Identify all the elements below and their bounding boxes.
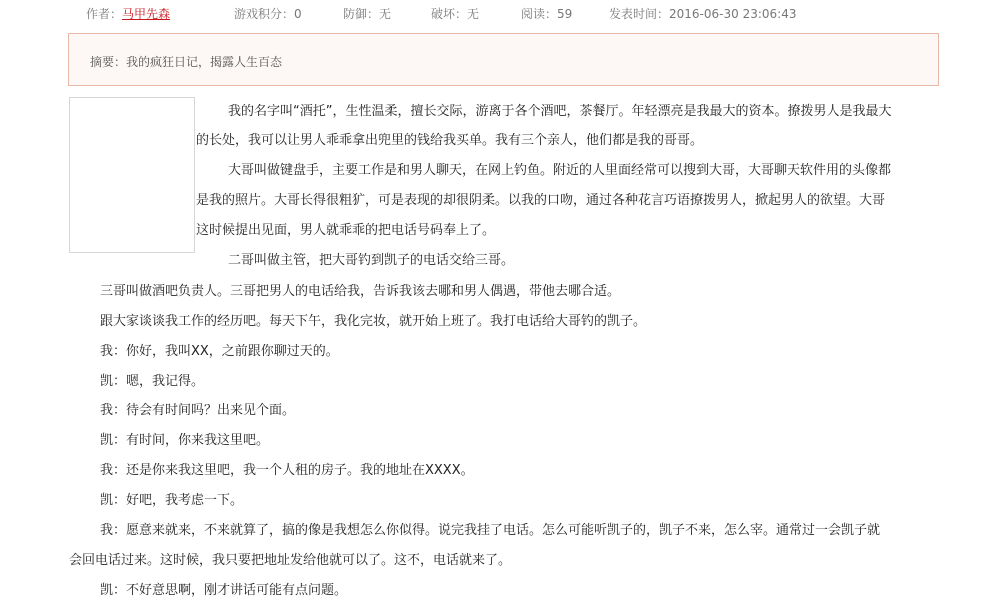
- paragraph-line: 凯：有时间，你来我这里吧。: [100, 433, 270, 448]
- read-count-meta: [521, 5, 572, 22]
- defense-label: 防御：: [343, 7, 380, 21]
- paragraph-line: 三哥叫做酒吧负责人。三哥把男人的电话给我，告诉我该去哪和男人偶遇，带他去哪合适。: [100, 284, 621, 299]
- summary-text: 摘要：我的疯狂日记，揭露人生百态: [90, 55, 283, 69]
- destroy-label: 破坏：: [431, 7, 468, 21]
- destroy-meta: [431, 5, 479, 22]
- paragraph-line: 我：待会有时间吗？出来见个面。: [100, 403, 296, 418]
- paragraph-line: 会回电话过来。这时候，我只要把地址发给他就可以了。这不，电话就来了。: [69, 553, 512, 568]
- paragraph-line: 我：你好，我叫XX，之前跟你聊过天的。: [100, 344, 339, 359]
- paragraph-line: 是我的照片。大哥长得很粗犷，可是表现的却很阴柔。以我的口吻，通过各种花言巧语撩拨男人，掀起男人的欲望。大哥: [196, 193, 886, 208]
- paragraph-line: 大哥叫做键盘手，主要工作是和男人聊天，在网上钓鱼。附近的人里面经常可以搜到大哥，大哥聊天软件用的头像都: [228, 163, 892, 178]
- article-image-placeholder: [69, 97, 195, 253]
- paragraph-line: 这时候提出见面，男人就乖乖的把电话号码奉上了。: [196, 223, 496, 238]
- paragraph-line: 我：愿意来就来，不来就算了，搞的像是我想怎么你似得。说完我挂了电话。怎么可能听凯子的，凯子不来，怎么宰。通常过一会凯子就: [100, 523, 881, 538]
- time-label: 发表时间：: [609, 7, 670, 21]
- read-label: 阅读：: [521, 7, 558, 21]
- author-link[interactable]: 马甲先森: [122, 7, 171, 21]
- score-value: 0: [294, 7, 302, 21]
- game-score-meta: [234, 5, 302, 22]
- defense-meta: [343, 5, 391, 22]
- paragraph-line: 我：还是你来我这里吧，我一个人租的房子。我的地址在XXXX。: [100, 463, 474, 478]
- read-value: 59: [557, 7, 573, 21]
- time-value: 2016-06-30 23:06:43: [669, 7, 797, 21]
- defense-value: 无: [379, 7, 392, 21]
- paragraph-line: 二哥叫做主管，把大哥钓到凯子的电话交给三哥。: [228, 253, 515, 268]
- paragraph-line: 凯：不好意思啊，刚才讲话可能有点问题。: [100, 583, 348, 598]
- publish-time-meta: [609, 5, 796, 22]
- paragraph-line: 我的名字叫“酒托”，生性温柔，擅长交际，游离于各个酒吧，茶餐厅。年轻漂亮是我最大的资本。撩拨男人是我最大: [228, 104, 892, 119]
- paragraph-line: 的长处，我可以让男人乖乖拿出兜里的钱给我买单。我有三个亲人，他们都是我的哥哥。: [196, 133, 704, 148]
- author-label: 作者：: [86, 7, 123, 21]
- paragraph-line: 凯：好吧，我考虑一下。: [100, 493, 244, 508]
- paragraph-line: 跟大家谈谈我工作的经历吧。每天下午，我化完妆，就开始上班了。我打电话给大哥钓的凯子。: [100, 314, 647, 329]
- paragraph-line: 凯：嗯，我记得。: [100, 374, 205, 389]
- author-meta: [86, 5, 170, 22]
- destroy-value: 无: [467, 7, 480, 21]
- score-label: 游戏积分：: [234, 7, 295, 21]
- summary-box: [68, 33, 939, 86]
